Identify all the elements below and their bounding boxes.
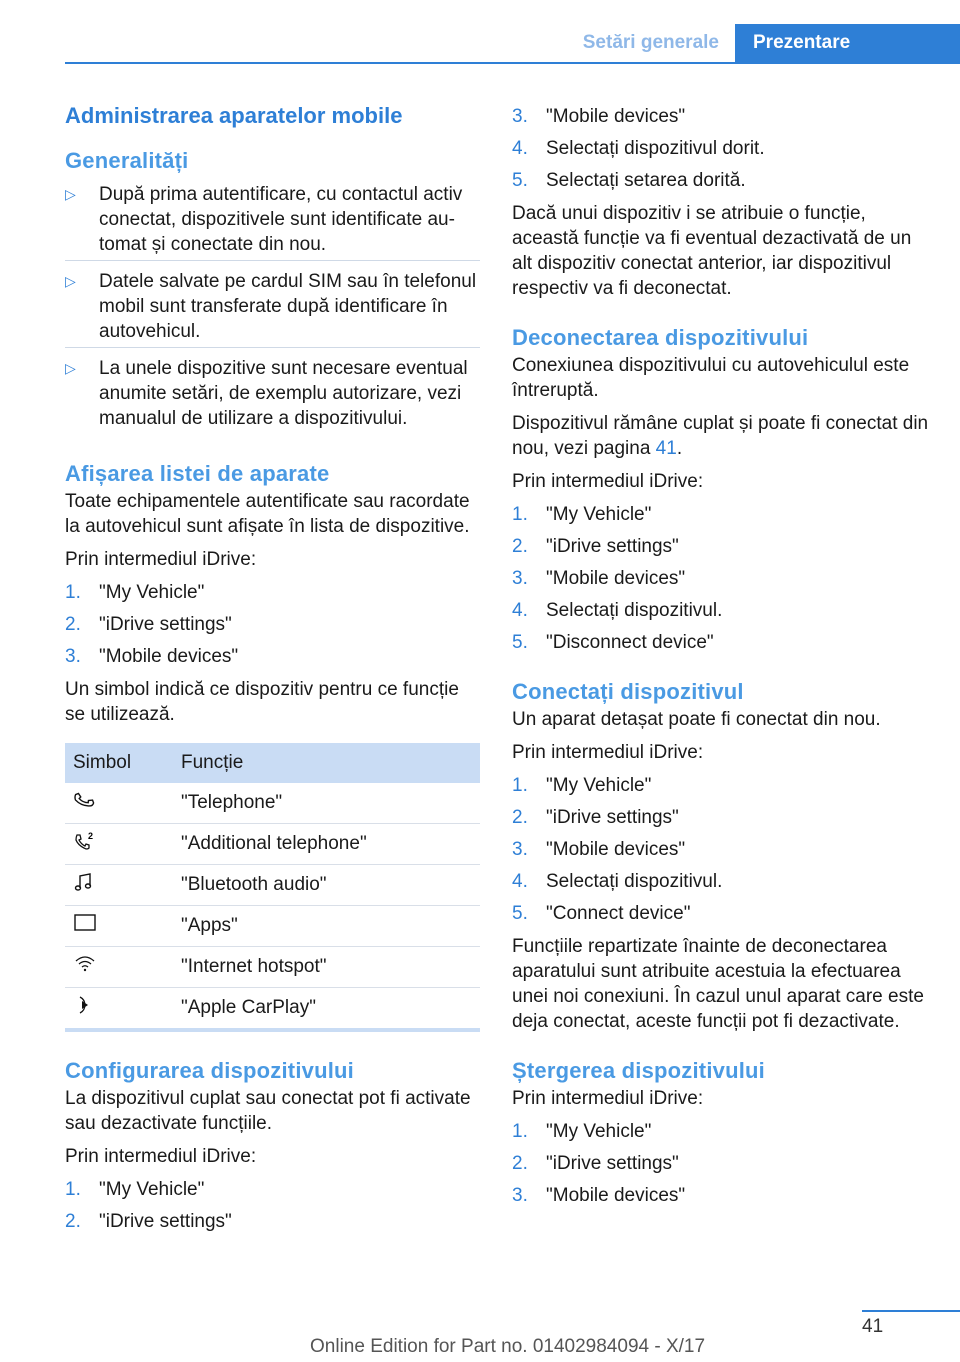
list-item: 5. "Disconnect device": [512, 632, 714, 653]
music-note-icon: [73, 871, 95, 893]
list-item: 1. "My Vehicle": [65, 582, 205, 603]
paragraph: Prin intermediul iDrive:: [512, 1088, 704, 1109]
section-heading-configure: Configurarea dispozitivului: [65, 1058, 354, 1083]
page-title: Administrarea aparatelor mobile: [65, 103, 403, 128]
list-item: 5. "Connect device": [512, 903, 691, 924]
page-link[interactable]: 41: [655, 438, 677, 459]
section-heading-connect: Conectați dispozitivul: [512, 679, 744, 704]
column-header-function: Funcție: [173, 743, 480, 783]
list-item: 1. "My Vehicle": [65, 1179, 205, 1200]
page-header: [65, 24, 960, 64]
left-column: [65, 100, 480, 1242]
steps-list: [512, 773, 930, 926]
edition-note: Online Edition for Part no. 01402984094 - X/17: [310, 1336, 706, 1357]
list-item: 3. "Mobile devices": [512, 106, 686, 127]
section-heading-general: Generalități: [65, 148, 189, 173]
list-item: 3. "Mobile devices": [65, 646, 239, 667]
table-row: [65, 988, 480, 1031]
section-heading-device-list: Afișarea listei de aparate: [65, 461, 330, 486]
table-row: [65, 824, 480, 865]
steps-list: [65, 1177, 480, 1234]
paragraph: Toate echipamentele autentificate sau racordate la autovehicul sunt afișate în lista de dispozitive.: [65, 491, 470, 537]
list-item: 1. "My Vehicle": [512, 1121, 652, 1142]
column-header-symbol: Simbol: [65, 743, 173, 783]
footer-rule: [862, 1310, 960, 1312]
paragraph: Prin intermediul iDrive:: [65, 1146, 257, 1167]
section-heading-delete: Ștergerea dispozitivului: [512, 1058, 765, 1083]
paragraph: Un simbol indică ce dispozitiv pentru ce funcție se utilizează.: [65, 679, 459, 725]
paragraph: Conexiunea dispozitivului cu autovehiculul este întreruptă.: [512, 355, 910, 401]
function-label: "Apps": [173, 906, 480, 947]
svg-text:2: 2: [88, 831, 94, 841]
list-item: 4. Selectați dispozitivul dorit.: [512, 138, 765, 159]
paragraph: Dacă unui dispozitiv i se atribuie o funcție, această funcție va fi eventual dezactivată de un alt dispozitiv conectat anterior, iar dispozitivul respectiv va fi deconectat.: [512, 203, 912, 299]
list-item: 4. Selectați dispozitivul.: [512, 600, 723, 621]
function-label: "Apple CarPlay": [173, 988, 480, 1031]
paragraph: Prin intermediul iDrive:: [512, 742, 704, 763]
table-row: [65, 865, 480, 906]
list-item: 2. "iDrive settings": [512, 1153, 679, 1174]
play-icon: [73, 994, 95, 1016]
section-heading-disconnect: Deconectarea dispozitivului: [512, 325, 809, 350]
list-item: 1. "My Vehicle": [512, 504, 652, 525]
list-item: 3. "Mobile devices": [512, 839, 686, 860]
paragraph: Prin intermediul iDrive:: [65, 549, 257, 570]
list-item: 3. "Mobile devices": [512, 568, 686, 589]
symbol-table: [65, 743, 480, 1032]
steps-list: [512, 1119, 930, 1208]
tab-overview[interactable]: Prezentare: [735, 24, 960, 62]
steps-list: [512, 502, 930, 655]
right-column: [512, 104, 930, 1216]
list-item: 2. "iDrive settings": [65, 614, 232, 635]
function-label: "Internet hotspot": [173, 947, 480, 988]
general-bullet-list: [65, 182, 480, 431]
triangle-bullet-icon: ▷: [65, 273, 76, 289]
paragraph: Funcțiile repartizate înainte de deconectarea aparatului sunt atribuite acestuia la efectuarea unei noi conexiuni. În cazul unul aparat care este deja conectat, aceste funcții pot fi dezactivate.: [512, 936, 924, 1032]
table-header-row: [65, 743, 480, 783]
paragraph: Dispozitivul rămâne cuplat și poate fi conectat din nou, vezi pagina 41.: [512, 413, 929, 459]
page-number: 41: [862, 1316, 884, 1337]
function-label: "Bluetooth audio": [173, 865, 480, 906]
table-row: [65, 906, 480, 947]
triangle-bullet-icon: ▷: [65, 186, 76, 202]
list-item: ▷ La unele dispozitive sunt necesare eventual anumite setări, de exemplu autorizare, vezi manualul de utilizare a dispozitivului.: [65, 358, 468, 429]
paragraph: Un aparat detașat poate fi conectat din nou.: [512, 709, 881, 730]
table-row: [65, 783, 480, 824]
steps-list: [65, 580, 480, 669]
list-item: 4. Selectați dispozitivul.: [512, 871, 723, 892]
apps-icon: [73, 912, 97, 934]
triangle-bullet-icon: ▷: [65, 360, 76, 376]
tab-general-settings[interactable]: Setări generale: [582, 32, 719, 53]
list-item: 2. "iDrive settings": [512, 807, 679, 828]
list-item: ▷ Datele salvate pe cardul SIM sau în telefonul mobil sunt transferate după identificare în autovehicul.: [65, 269, 480, 344]
paragraph: Prin intermediul iDrive:: [512, 471, 704, 492]
list-item: 2. "iDrive settings": [65, 1211, 232, 1232]
phone-icon: [73, 789, 95, 811]
function-label: "Additional telephone": [173, 824, 480, 865]
list-item: 2. "iDrive settings": [512, 536, 679, 557]
list-item: ▷ După prima autentificare, cu contactul activ conectat, dispozitivele sunt identificate automat și conectate din nou.: [65, 182, 480, 257]
page-footer: [0, 1310, 960, 1362]
list-item: 1. "My Vehicle": [512, 775, 652, 796]
table-row: [65, 947, 480, 988]
additional-phone-icon: [73, 830, 97, 852]
wifi-icon: [73, 953, 97, 975]
list-item: 5. Selectați setarea dorită.: [512, 170, 746, 191]
paragraph: La dispozitivul cuplat sau conectat pot fi activate sau dezactivate funcțiile.: [65, 1088, 471, 1134]
steps-list: [512, 104, 930, 193]
function-label: "Telephone": [173, 783, 480, 824]
list-item: 3. "Mobile devices": [512, 1185, 686, 1206]
